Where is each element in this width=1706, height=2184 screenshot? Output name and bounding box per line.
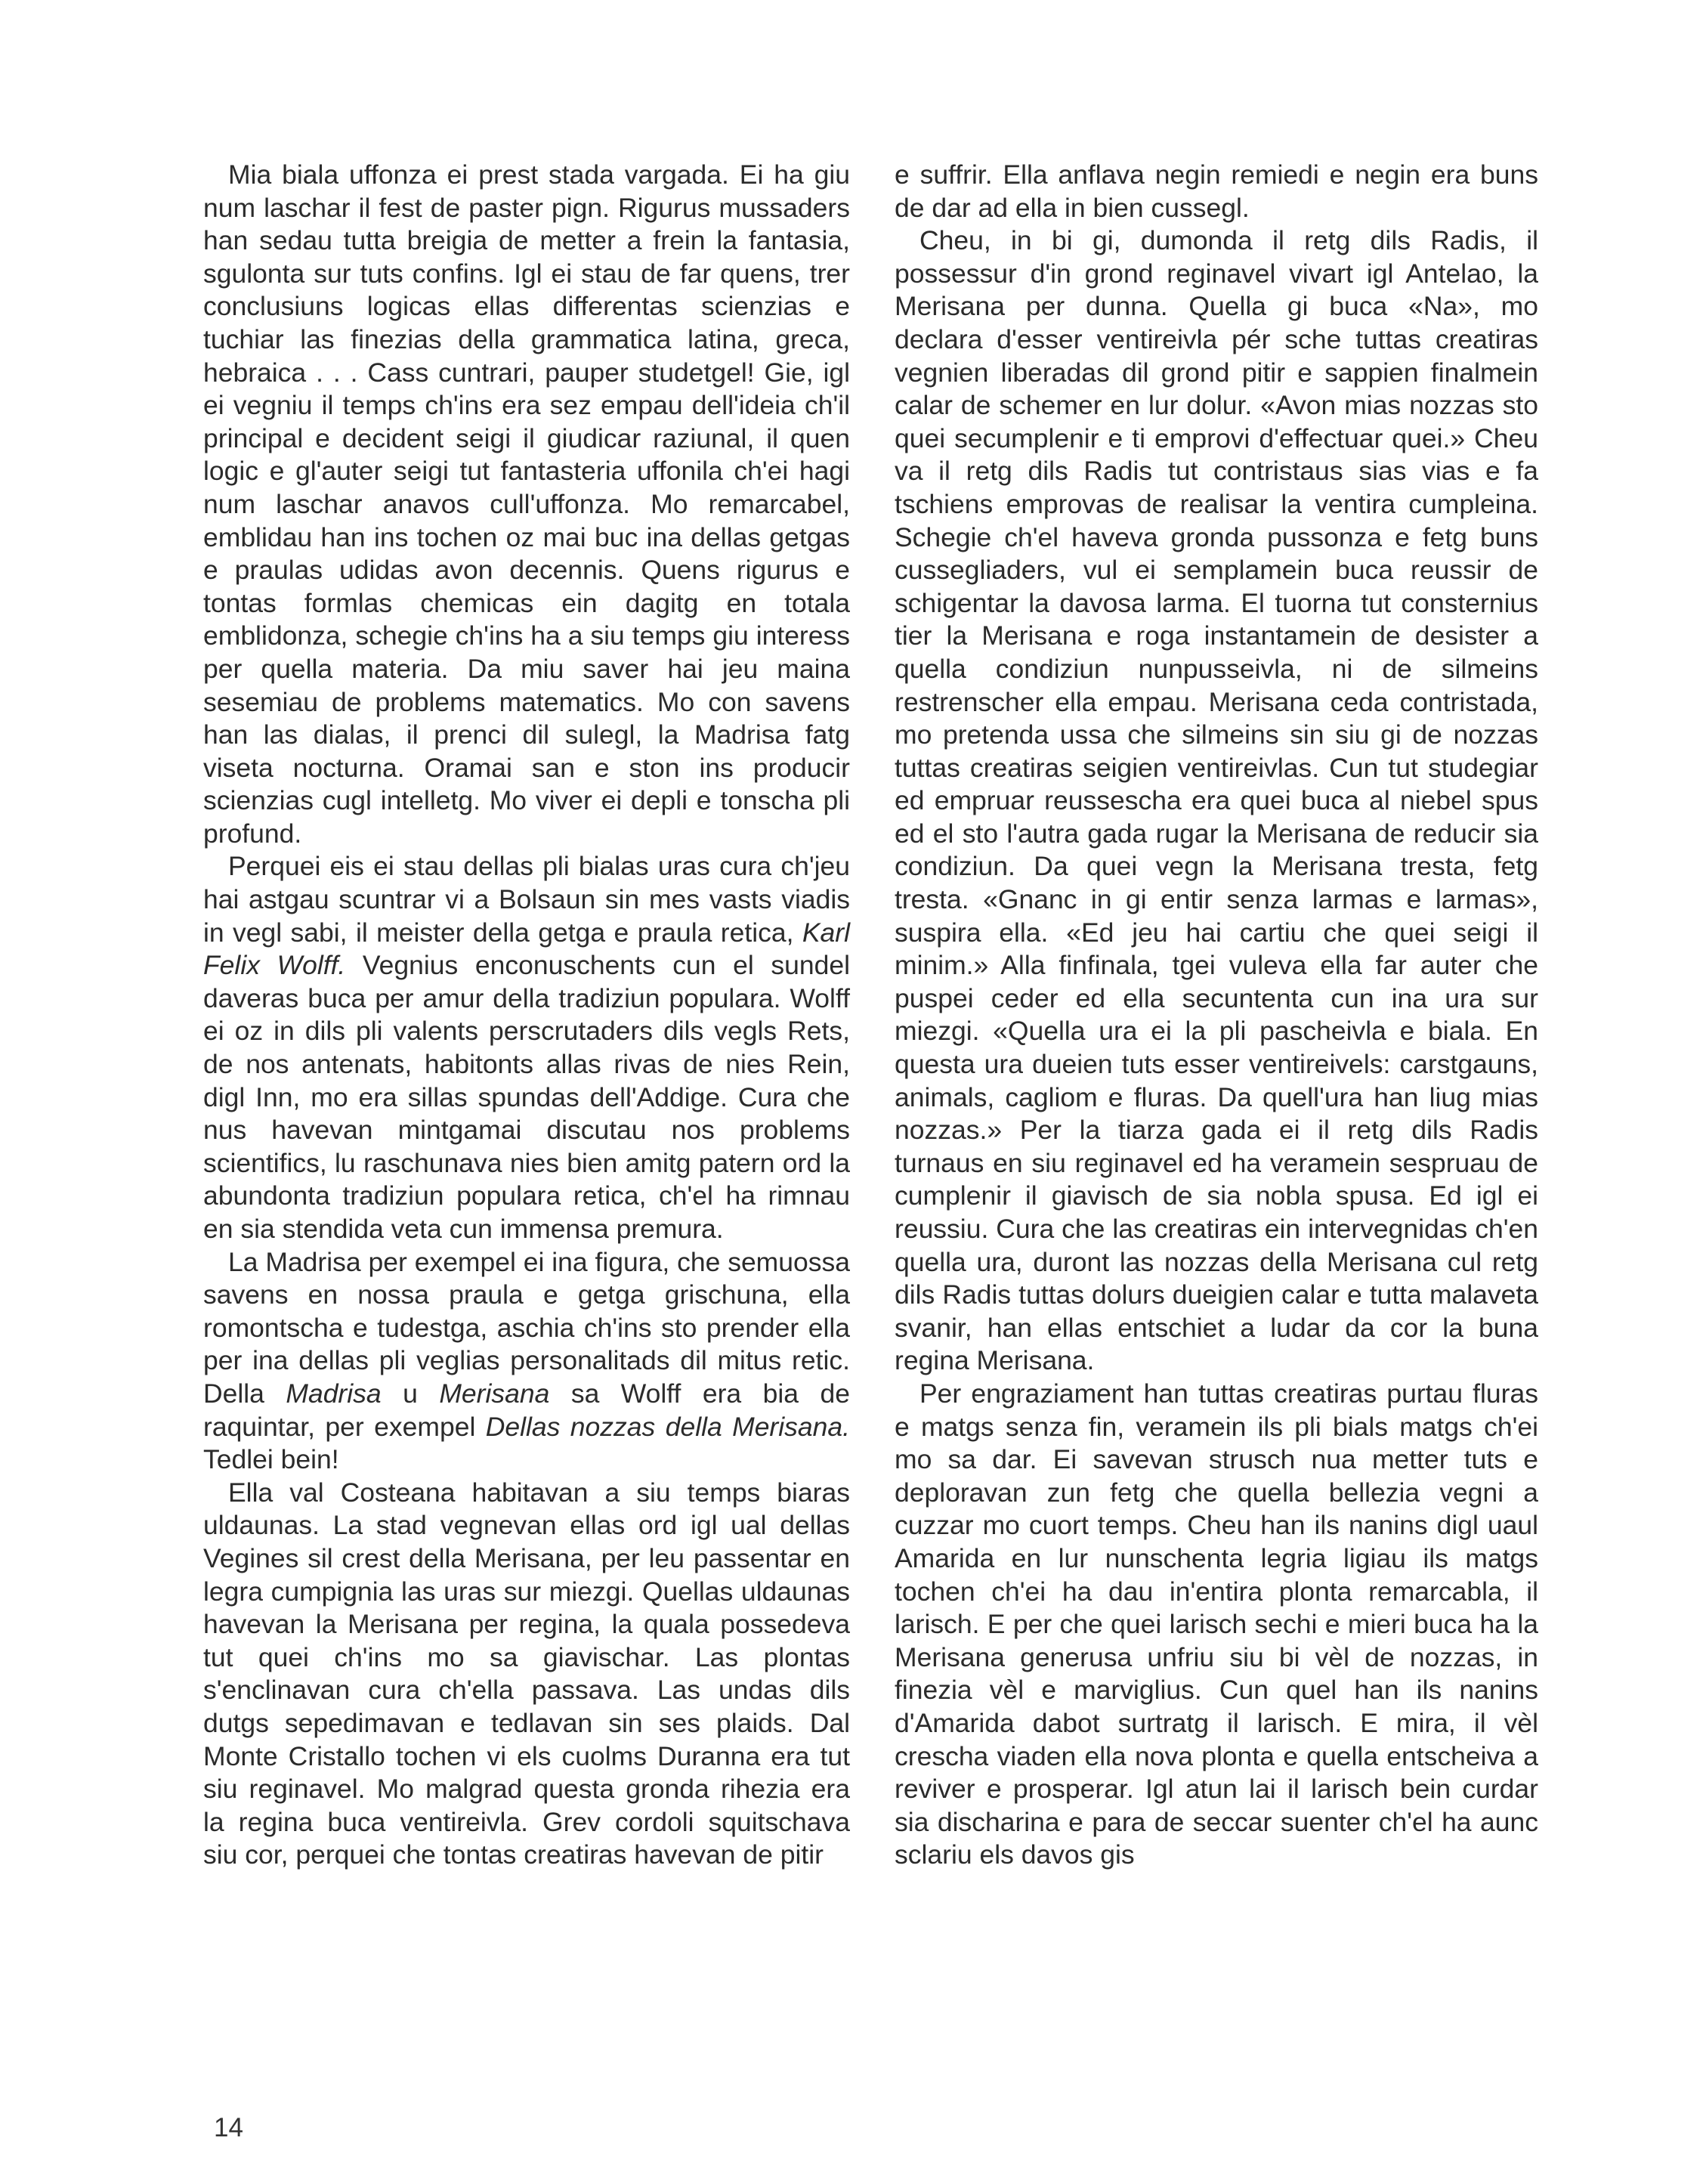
- paragraph-text: e suffrir. Ella anflava negin remiedi e negin era buns de dar ad ella in bien cussegl.: [895, 159, 1538, 223]
- paragraph-text: Perquei eis ei stau dellas pli bialas uras cura ch'jeu hai astgau scuntrar vi a Bolsaun sin mes vasts viadis in vegl sabi, il meister della getga e praula retica,: [203, 851, 850, 948]
- paragraph-text: sa Wolff era bia de raquintar, per exempel: [203, 1378, 850, 1442]
- paragraph-text: La Madrisa per exempel ei ina figura, che semuossa savens en nossa praula e getga grischuna, ella romontscha e tudestga, aschia ch'ins sto prender ella per ina dellas pli veglias personalitads dil mitus retic. Della: [203, 1246, 850, 1409]
- italic-name: Madrisa: [286, 1378, 382, 1409]
- paragraph-continued: [895, 159, 1538, 224]
- left-column: [203, 159, 850, 1872]
- paragraph: [895, 1378, 1538, 1872]
- paragraph-text: Mia biala uffonza ei prest stada vargada. Ei ha giu num laschar il fest de paster pign. Rigurus mussaders han sedau tutta breigia de metter a frein la fantasia, sgulonta sur tuts confins. Igl ei stau de far quens, trer conclusiuns logicas ellas differentas scienzias e tuchiar las finezias della grammatica latina, greca, hebraica . . . Cass cuntrari, pauper studetgel! Gie, igl ei vegniu il temps ch'ins era sez empau dell'ideia ch'il principal e decident seigi il giudicar raziunal, il quen logic e gl'auter seigi tut fantasteria uffonila ch'ei hagi num laschar anavos cull'uffonza. Mo remarcabel, emblidau han ins tochen oz mai buc ina dellas getgas e praulas udidas avon decennis. Quens rigurus e tontas formlas chemicas ein dagitg en totala emblidonza, schegie ch'ins ha a siu temps giu interess per quella materia. Da miu saver hai jeu maina sesemiau de problems matematics. Mo con savens han las dialas, il prenci dil sulegl, la Madrisa fatg viseta nocturna. Oramai san e ston ins producir scienzias cugl intelletg. Mo viver ei depli e tonscha pli profund.: [203, 159, 850, 849]
- paragraph: [895, 224, 1538, 1378]
- paragraph-text: Vegnius enconuschents cun el sundel daveras buca per amur della tradiziun populara. Wolff ei oz in dils pli valents perscrutaders dils vegls Rets, de nos antenats, habitonts allas rivas de nies Rein, digl Inn, mo era sillas spundas dell'Addige. Cura che nus havevan mintgamai discutau nos problems scientifics, lu raschunava nies bien amitg patern ord la abundonta tradiziun populara retica, ch'el ha rimnau en sia stendida veta cun immensa premura.: [203, 950, 850, 1244]
- paragraph-text: Cheu, in bi gi, dumonda il retg dils Radis, il possessur d'in grond reginavel vivart igl Antelao, la Merisana per dunna. Quella gi buca «Na», mo declara d'esser ventireivla pér sche tuttas creatiras vegnien liberadas dil grond pitir e sappien finalmein calar de schemer en lur dolur. «Avon mias nozzas sto quei secumplenir e ti emprovi d'effectuar quei.» Cheu va il retg dils Radis tut contristaus sias vias e fa tschiens emprovas de realisar la ventira cumpleina. Schegie ch'el haveva gronda pussonza e fetg buns cussegliaders, vul ei semplamein buca reussir de schigentar la davosa larma. El tuorna tut consternius tier la Merisana e roga instantamein de desister a quella condiziun nunpusseivla, ni de silmeins restrenscher ella empau. Merisana ceda contristada, mo pretenda ussa che silmeins sin siu gi de nozzas tuttas creatiras seigien ventireivlas. Cun tut studegiar ed empruar reussescha era quei buca al niebel spus ed el sto l'autra gada rugar la Merisana de reducir sia condiziun. Da quei vegn la Merisana tresta, fetg tresta. «Gnanc in gi entir senza larmas e larmas», suspira ella. «Ed jeu hai cartiu che quei seigi il minim.» Alla finfinala, tgei vuleva ella far auter che puspei ceder ed ella secuntenta cun ina ura sur miezgi. «Quella ura ei la pli pascheivla e biala. En questa ura dueien tuts esser ventireivels: carstgauns, animals, cagliom e fluras. Da quell'ura han liug mias nozzas.» Per la tiarza gada ei il retg dils Radis turnaus en siu reginavel ed ha veramein sespruau de cumplenir il giavisch de sia nobla spusa. Ed igl ei reussiu. Cura che las creatiras ein intervegnidas ch'en quella ura, duront las nozzas della Merisana cul retg dils Radis tuttas dolurs dueigien calar e tutta malaveta svanir, han ellas entschiet a ludar da cor la buna regina Merisana.: [895, 225, 1538, 1376]
- paragraph-text: Ella val Costeana habitavan a siu temps biaras uldaunas. La stad vegnevan ellas ord igl ual dellas Vegines sil crest della Merisana, per leu passentar en legra cumpignia las uras sur miezgi. Quellas uldaunas havevan la Merisana per regina, la quala possedeva tut quei ch'ins mo sa giavischar. Las plontas s'enclinavan cura ch'ella passava. Las undas dils dutgs sepedimavan e tedlavan sin ses plaids. Dal Monte Cristallo tochen vi els cuolms Duranna era tut siu reginavel. Mo malgrad questa gronda rihezia era la regina buca ventireivla. Grev cordoli squitschava siu cor, perquei che tontas creatiras havevan de pitir: [203, 1477, 850, 1870]
- paragraph-text: u: [381, 1378, 440, 1409]
- story-title: Dellas nozzas della Merisana.: [485, 1411, 850, 1442]
- author-name: Karl Felix Wolff.: [203, 917, 850, 981]
- page-number: 14: [214, 2113, 243, 2142]
- paragraph: [203, 1477, 850, 1872]
- paragraph-text: Tedlei bein!: [203, 1444, 339, 1475]
- paragraph-text: Per engraziament han tuttas creatiras purtau fluras e matgs senza fin, veramein ils pli bials matgs ch'ei mo sa dar. Ei savevan strusch nua metter tuts e deploravan zun fetg che quella bellezia vegni a cuzzar mo cuort temps. Cheu han ils nanins digl uaul Amarida en lur nunschenta legria ligiau ils matgs tochen ch'ei ha dau in'entira plonta remarcabla, il larisch. E per che quei larisch sechi e mieri buca ha la Merisana generusa unfriu siu bi vèl de nozzas, in finezia vèl e marviglius. Cun quel han ils nanins d'Amarida dabot surtratg il larisch. E mira, il vèl crescha viaden ella nova plonta e quella entscheiva a reviver e prosperar. Igl atun lai il larisch bein curdar sia discharina e para de seccar suenter ch'el ha aunc sclariu els davos gis: [895, 1378, 1538, 1870]
- italic-name: Merisana: [439, 1378, 550, 1409]
- right-column: [895, 159, 1538, 1872]
- paragraph: [203, 159, 850, 850]
- paragraph: [203, 850, 850, 1245]
- paragraph: [203, 1246, 850, 1477]
